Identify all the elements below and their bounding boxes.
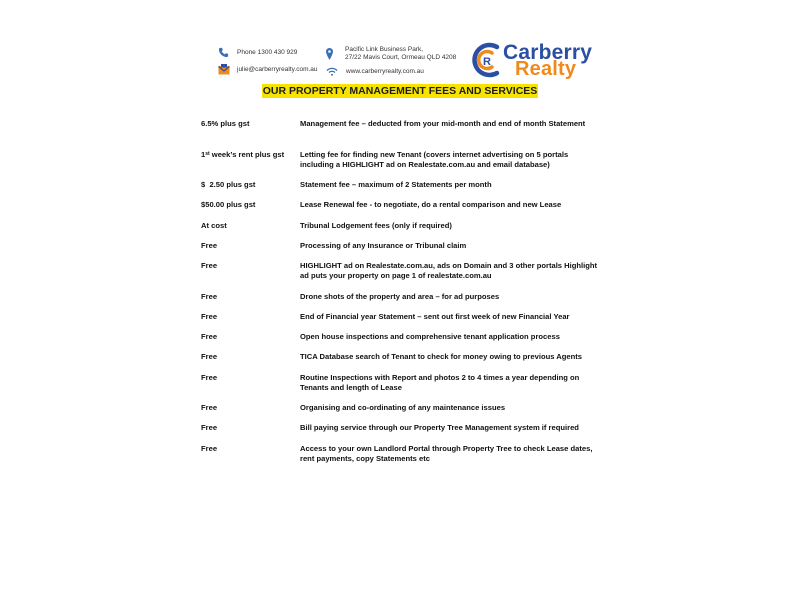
fee-description: Bill paying service through our Property Tree Management system if required — [300, 423, 579, 432]
fee-amount: Free — [201, 403, 218, 412]
fee-amount: 6.5% plus gst — [201, 119, 250, 128]
fee-amount: Free — [201, 332, 218, 341]
address-line2: 27/22 Mavis Court, Ormeau QLD 4208 — [345, 54, 457, 61]
fee-description: Open house inspections and comprehensive tenant application process — [300, 332, 560, 341]
fee-description: Management fee – deducted from your mid-month and end of month Statement — [300, 119, 586, 128]
logo-mark-icon — [467, 40, 507, 80]
fee-amount-ordinal: st — [205, 151, 210, 157]
address-line1: Pacific Link Business Park, — [345, 46, 424, 53]
logo-text-realty: Realty — [515, 58, 577, 80]
fee-description: Tribunal Lodgement fees (only if required) — [300, 221, 452, 230]
phone-text: Phone 1300 430 929 — [237, 48, 298, 56]
address-text — [345, 46, 456, 62]
fee-description: HIGHLIGHT ad on Realestate.com.au, ads on Domain and 3 other portals Highlight ad puts your property on page 1 of realestate.com.au — [300, 261, 598, 280]
fee-amount — [201, 150, 296, 160]
page-title — [0, 85, 800, 97]
fee-amount: Free — [201, 423, 218, 432]
fee-amount: $50.00 plus gst — [201, 200, 256, 209]
fee-amount: Free — [201, 312, 218, 321]
fee-amount: Free — [201, 292, 218, 301]
email-contact — [218, 64, 318, 75]
fee-amount: $ 2.50 plus gst — [201, 180, 256, 189]
fee-amount: At cost — [201, 221, 227, 230]
fee-amount: Free — [201, 241, 218, 250]
page-title-text: OUR PROPERTY MANAGEMENT FEES AND SERVICES — [262, 85, 538, 97]
website-contact — [326, 67, 424, 76]
phone-icon — [218, 47, 229, 58]
fee-amount-number: 1 — [201, 150, 206, 159]
fee-description: Access to your own Landlord Portal through Property Tree to check Lease dates, rent payments, copy Statements etc — [300, 444, 593, 463]
fee-description: Organising and co-ordinating of any maintenance issues — [300, 403, 506, 412]
wifi-icon — [326, 67, 338, 76]
fee-amount: Free — [201, 373, 218, 382]
fee-description: Routine Inspections with Report and photos 2 to 4 times a year depending on Tenants and length of Lease — [300, 373, 580, 392]
phone-contact — [218, 47, 297, 58]
email-icon — [218, 64, 230, 75]
website-link[interactable]: www.carberryrealty.com.au — [346, 67, 424, 75]
fee-description: Statement fee – maximum of 2 Statements per month — [300, 180, 492, 189]
location-pin-icon — [326, 48, 333, 60]
fee-description: Drone shots of the property and area – for ad purposes — [300, 292, 500, 301]
fee-description: TICA Database search of Tenant to check for money owing to previous Agents — [300, 352, 583, 361]
address-contact — [326, 46, 456, 62]
fee-description: Processing of any Insurance or Tribunal claim — [300, 241, 467, 250]
fee-amount: Free — [201, 352, 218, 361]
fee-description: Lease Renewal fee - to negotiate, do a rental comparison and new Lease — [300, 200, 562, 209]
email-link[interactable]: julie@carberryrealty.com.au — [237, 65, 318, 73]
svg-text:R: R — [483, 56, 491, 68]
fee-amount: Free — [201, 444, 218, 453]
fee-description: End of Financial year Statement – sent out first week of new Financial Year — [300, 312, 570, 321]
fee-amount: Free — [201, 261, 218, 270]
carberry-realty-logo — [467, 40, 593, 80]
fee-description: Letting fee for finding new Tenant (covers internet advertising on 5 portals including a HIGHLIGHT ad on Realestate.com.au and email database) — [300, 150, 569, 169]
logo-text-carberry: Carberry — [503, 41, 593, 64]
fee-amount-suffix: week’s rent plus gst — [209, 150, 285, 159]
